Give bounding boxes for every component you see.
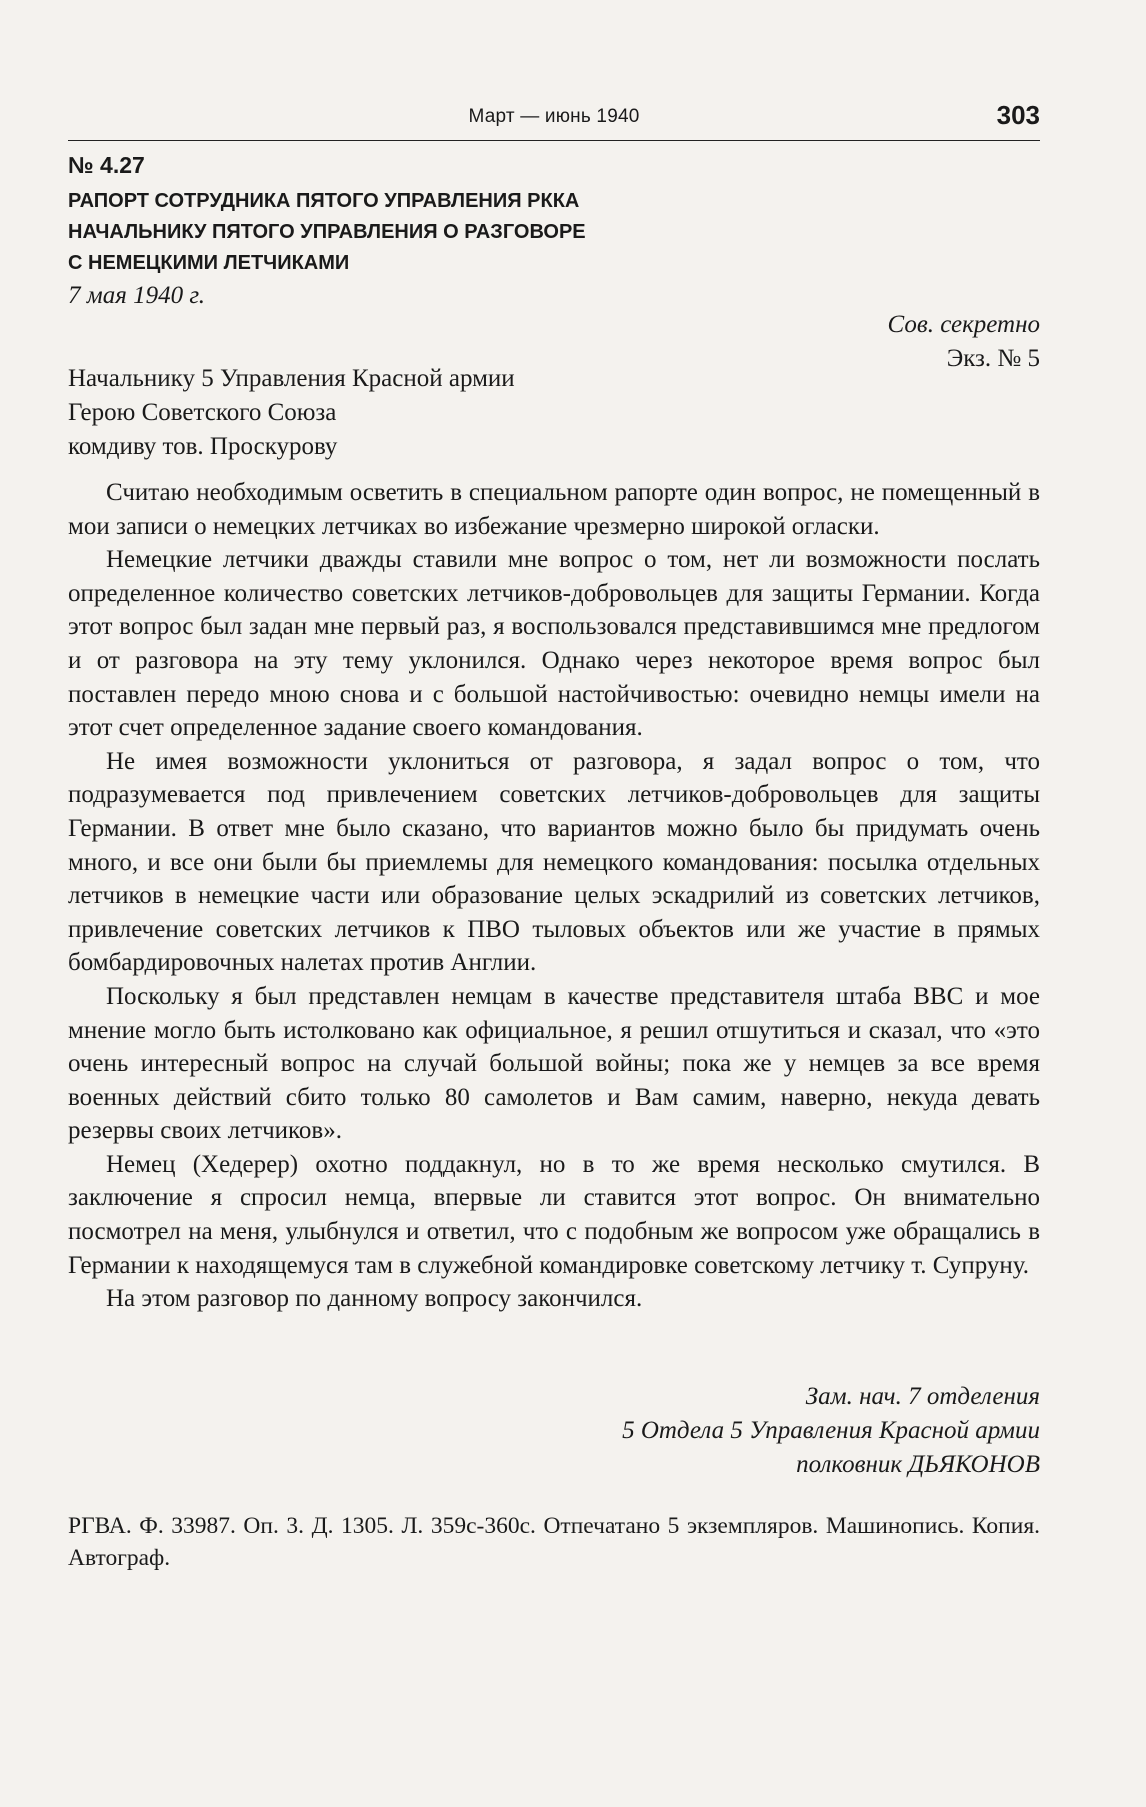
classification-block (888, 308, 1040, 376)
copy-number: Экз. № 5 (946, 345, 1040, 372)
signature-line: Зам. нач. 7 отделения (805, 1383, 1040, 1410)
report-body (68, 476, 1040, 1316)
document-title (68, 186, 868, 279)
running-header (68, 100, 1040, 141)
addressee-block (68, 362, 515, 464)
signature-block (622, 1380, 1040, 1482)
document-title-line: С НЕМЕЦКИМИ ЛЕТЧИКАМИ (68, 252, 350, 274)
body-paragraph: Немецкие летчики дважды ставили мне вопрос о том, нет ли возможности послать определенное количество советских летчиков-добровольцев для защиты Германии. Когда этот вопрос был задан мне первый раз, я воспользовался представившимся мне предлогом и от разговора на эту тему уклонился. Однако через некоторое время вопрос был поставлен передо мною снова и с большой настойчивостью: очевидно немцы имели на этот счет определенное задание своего командования. (68, 546, 1040, 742)
body-paragraph: Немец (Хедерер) охотно поддакнул, но в то же время несколько смутился. В заключение я спросил немца, впервые ли ставится этот вопрос. Он внимательно посмотрел на меня, улыбнулся и ответил, что с подобным же вопросом уже обращались в Германии к находящемуся там в служебной командировке советскому летчику т. Супруну. (68, 1150, 1040, 1279)
body-paragraph: Поскольку я был представлен немцам в качестве представителя штаба ВВС и мое мнение могло быть истолковано как официальное, я решил отшутиться и сказал, что «это очень интересный вопрос на случай большой войны; пока же у немцев за все время военных действий сбито только 80 самолетов и Вам самим, наверно, некуда девать резервы своих летчиков». (68, 982, 1040, 1145)
page-number: 303 (996, 100, 1040, 130)
signature-line: полковник ДЬЯКОНОВ (796, 1451, 1040, 1478)
addressee-line: Герою Советского Союза (68, 399, 337, 426)
document-title-line: РАПОРТ СОТРУДНИКА ПЯТОГО УПРАВЛЕНИЯ РККА (68, 190, 580, 212)
document-page (68, 0, 1040, 1807)
signature-line: 5 Отдела 5 Управления Красной армии (622, 1417, 1040, 1444)
document-number: № 4.27 (68, 152, 145, 178)
classification-label: Сов. секретно (887, 311, 1040, 338)
body-paragraph: Не имея возможности уклониться от разговора, я задал вопрос о том, что подразумевается под привлечением советских летчиков-добровольцев для защиты Германии. В ответ мне было сказано, что вариантов можно было бы придумать очень много, и все они были бы приемлемы для немецкого командования: посылка отдельных летчиков в немецкие части или образование целых эскадрилий из советских летчиков, привлечение советских летчиков к ПВО тыловых объектов или же участие в прямых бомбардировочных налетах против Англии. (68, 747, 1040, 977)
document-title-line: НАЧАЛЬНИКУ ПЯТОГО УПРАВЛЕНИЯ О РАЗГОВОРЕ (68, 221, 586, 243)
body-paragraph: На этом разговор по данному вопросу закончился. (106, 1285, 643, 1313)
running-title: Март — июнь 1940 (468, 106, 640, 127)
archive-note: РГВА. Ф. 33987. Оп. 3. Д. 1305. Л. 359с-360с. Отпечатано 5 экземпляров. Машинопись. Копия. Автограф. (68, 1513, 1040, 1571)
addressee-line: комдиву тов. Проскурову (68, 433, 338, 460)
document-date: 7 мая 1940 г. (68, 282, 205, 309)
body-paragraph: Считаю необходимым осветить в специальном рапорте один вопрос, не помещенный в мои записи о немецких летчиках во избежание чрезмерно широкой огласки. (68, 479, 1040, 540)
addressee-line: Начальнику 5 Управления Красной армии (68, 365, 515, 392)
